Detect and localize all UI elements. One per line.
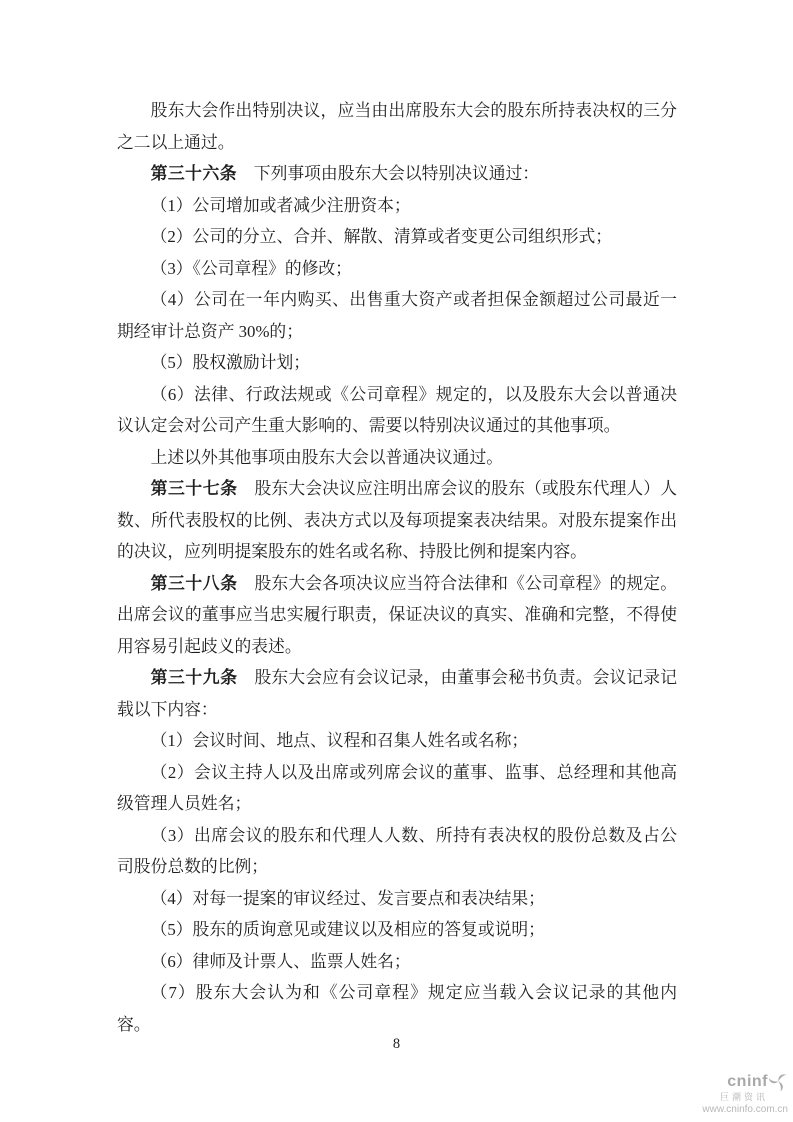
list-item-36-1	[117, 190, 677, 222]
paragraph-text: （4）公司在一年内购买、出售重大资产或者担保金额超过公司最近一期经审计总资产 30%的；	[117, 290, 677, 341]
paragraph-text: 股东大会决议应注明出席会议的股东（或股东代理人）人数、所代表股权的比例、表决方式以及每项提案表决结果。对股东提案作出的决议，应列明提案股东的姓名或名称、持股比例和提案内容。	[117, 479, 677, 561]
cninfo-watermark	[678, 1072, 788, 1115]
paragraph-text: （6）律师及计票人、监票人姓名；	[150, 951, 411, 971]
article-number-label: 第三十七条	[150, 479, 238, 498]
paragraph-text: （2）会议主持人以及出席或列席会议的董事、监事、总经理和其他高级管理人员姓名；	[117, 762, 677, 813]
cninfo-chinese-name: 巨潮资讯	[719, 1092, 768, 1102]
paragraph-article-38	[117, 568, 677, 663]
paragraph-text: （2）公司的分立、合并、解散、清算或者变更公司组织形式；	[150, 227, 613, 246]
paragraph-special-resolution-rule	[117, 95, 677, 158]
cninfo-url: www.cninfo.com.cn	[702, 1104, 788, 1115]
paragraph-text: （6）法律、行政法规或《公司章程》规定的，以及股东大会以普通决议认定会对公司产生重大影响的、需要以特别决议通过的其他事项。	[117, 384, 677, 435]
paragraph-article-39	[117, 662, 677, 725]
list-item-36-2	[117, 221, 677, 253]
list-item-36-6	[117, 379, 677, 442]
article-number-label: 第三十六条	[150, 164, 238, 183]
paragraph-text: （5）股权激励计划；	[150, 353, 311, 372]
cninfo-brand-row	[678, 1072, 788, 1091]
list-item-39-6	[117, 946, 677, 978]
paragraph-article-36	[117, 158, 677, 190]
cninfo-brand-text: cninf	[727, 1072, 768, 1090]
list-item-36-5	[117, 347, 677, 379]
paragraph-text: （3）出席会议的股东和代理人人数、所持有表决权的股份总数及占公司股份总数的比例；	[117, 825, 677, 876]
cninfo-swirl-icon	[769, 1072, 788, 1091]
paragraph-text: （1）公司增加或者减少注册资本；	[150, 195, 411, 215]
page-number: 8	[392, 1036, 401, 1052]
list-item-39-4	[117, 883, 677, 915]
paragraph-article-37	[117, 473, 677, 568]
paragraph-text: （4）对每一提案的审议经过、发言要点和表决结果；	[150, 888, 545, 908]
list-item-36-4	[117, 284, 677, 347]
paragraph-text: 上述以外其他事项由股东大会以普通决议通过。	[150, 447, 504, 467]
document-body	[117, 95, 677, 1040]
paragraph-text: 股东大会作出特别决议，应当由出席股东大会的股东所持表决权的三分之二以上通过。	[117, 101, 677, 152]
paragraph-text: （1）会议时间、地点、议程和召集人姓名或名称；	[150, 731, 529, 750]
paragraph-text: （5）股东的质询意见或建议以及相应的答复或说明；	[150, 920, 545, 939]
list-item-39-1	[117, 725, 677, 757]
paragraph-text: （7）股东大会认为和《公司章程》规定应当载入会议记录的其他内容。	[117, 983, 677, 1034]
list-item-39-2	[117, 757, 677, 820]
list-item-36-3	[117, 253, 677, 285]
article-number-label: 第三十九条	[150, 668, 238, 687]
list-item-39-7	[117, 977, 677, 1040]
paragraph-ordinary-resolution-rule	[117, 442, 677, 474]
paragraph-text: 下列事项由股东大会以特别决议通过：	[237, 164, 540, 183]
list-item-39-5	[117, 914, 677, 946]
paragraph-text: （3）《公司章程》的修改；	[150, 258, 352, 278]
article-number-label: 第三十八条	[150, 573, 238, 593]
paragraph-text: 股东大会各项决议应当符合法律和《公司章程》的规定。出席会议的董事应当忠实履行职责，保证决议的真实、准确和完整，不得使用容易引起歧义的表述。	[117, 573, 677, 656]
list-item-39-3	[117, 820, 677, 883]
paragraph-text: 股东大会应有会议记录，由董事会秘书负责。会议记录记载以下内容：	[117, 668, 677, 719]
